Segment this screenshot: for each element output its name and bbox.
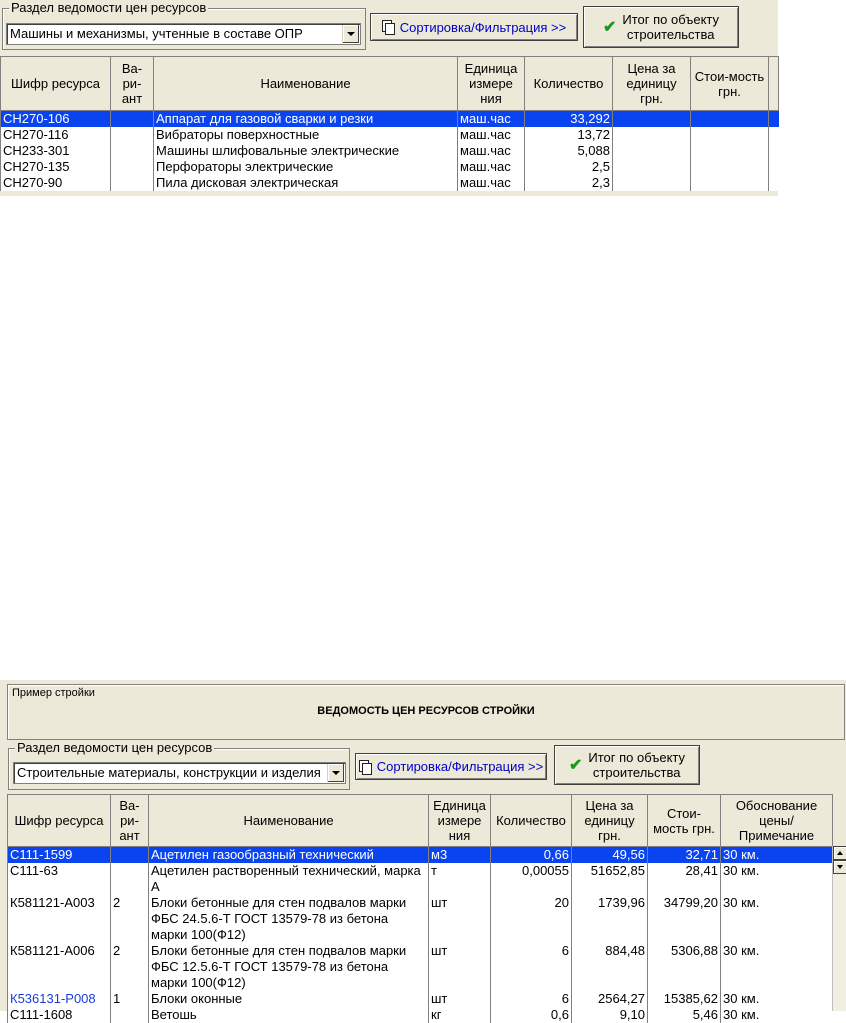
cell-price: 1739,96 bbox=[572, 895, 648, 943]
cell-code: СН270-90 bbox=[1, 175, 111, 191]
cell-price: 9,10 bbox=[572, 1007, 648, 1023]
cell-cost bbox=[691, 143, 769, 159]
combo-dropdown-button[interactable] bbox=[342, 25, 359, 43]
col-header-name[interactable]: Наименование bbox=[149, 795, 429, 847]
cell-qty: 2,5 bbox=[525, 159, 613, 175]
cell-price: 49,56 bbox=[572, 847, 648, 864]
cell-unit: т bbox=[429, 863, 491, 895]
cell-variant bbox=[111, 127, 154, 143]
cell-name: Вибраторы поверхностные bbox=[154, 127, 458, 143]
total-button[interactable] bbox=[583, 6, 739, 48]
total-button[interactable] bbox=[554, 745, 700, 785]
section-groupbox bbox=[8, 740, 350, 790]
sort-filter-label: Сортировка/Фильтрация >> bbox=[376, 759, 544, 774]
cell-price: 884,48 bbox=[572, 943, 648, 991]
table-row[interactable] bbox=[1, 111, 779, 128]
cell-price bbox=[613, 143, 691, 159]
chevron-down-icon bbox=[332, 771, 340, 775]
cell-code: К581121-А006 bbox=[8, 943, 111, 991]
cell-note: 30 км. bbox=[721, 1007, 833, 1023]
cell-cost bbox=[691, 159, 769, 175]
section-groupbox-title: Раздел ведомости цен ресурсов bbox=[17, 740, 213, 755]
col-header-cost[interactable]: Стои-мость грн. bbox=[691, 57, 769, 111]
col-header-empty bbox=[769, 57, 779, 111]
cell-note: 30 км. bbox=[721, 943, 833, 991]
cell-code: К581121-А003 bbox=[8, 895, 111, 943]
vertical-scrollbar[interactable] bbox=[832, 846, 846, 1011]
sort-filter-button[interactable] bbox=[355, 753, 547, 780]
cell-note: 30 км. bbox=[721, 895, 833, 943]
cell-qty: 13,72 bbox=[525, 127, 613, 143]
chevron-down-icon bbox=[347, 32, 355, 36]
cell-unit: кг bbox=[429, 1007, 491, 1023]
col-header-price[interactable]: Цена за единицу грн. bbox=[572, 795, 648, 847]
copy-docs-icon bbox=[359, 760, 371, 774]
cell-qty: 20 bbox=[491, 895, 572, 943]
table-row[interactable] bbox=[1, 175, 779, 191]
cell-code: С111-1599 bbox=[8, 847, 111, 864]
chevron-up-icon bbox=[837, 851, 843, 855]
cell-unit: маш.час bbox=[458, 111, 525, 128]
cell-variant: 2 bbox=[111, 943, 149, 991]
cell-cost: 28,41 bbox=[648, 863, 721, 895]
cell-cost bbox=[691, 111, 769, 128]
cell-name: Ацетилен газообразный технический bbox=[149, 847, 429, 864]
report-header bbox=[7, 684, 845, 740]
cell-qty: 33,292 bbox=[525, 111, 613, 128]
table-row[interactable] bbox=[1, 159, 779, 175]
cell-qty: 2,3 bbox=[525, 175, 613, 191]
report-title: ВЕДОМОСТЬ ЦЕН РЕСУРСОВ СТРОЙКИ bbox=[317, 705, 535, 717]
cell-cost: 32,71 bbox=[648, 847, 721, 864]
cell-unit: маш.час bbox=[458, 175, 525, 191]
col-header-unit[interactable]: Единица измере ния bbox=[429, 795, 491, 847]
table-row[interactable] bbox=[8, 847, 833, 864]
col-header-code[interactable]: Шифр ресурса bbox=[1, 57, 111, 111]
cell-cost: 15385,62 bbox=[648, 991, 721, 1007]
cell-variant bbox=[111, 159, 154, 175]
cell-cost: 34799,20 bbox=[648, 895, 721, 943]
cell-unit: маш.час bbox=[458, 143, 525, 159]
section-combo[interactable] bbox=[13, 762, 346, 784]
cell-name: Перфораторы электрические bbox=[154, 159, 458, 175]
cell-note: 30 км. bbox=[721, 991, 833, 1007]
cell-unit: шт bbox=[429, 895, 491, 943]
bottom-window bbox=[0, 680, 846, 1022]
col-header-variant[interactable]: Ва-ри-ант bbox=[111, 795, 149, 847]
section-groupbox-title: Раздел ведомости цен ресурсов bbox=[11, 0, 207, 15]
cell-qty: 6 bbox=[491, 943, 572, 991]
top-resource-table bbox=[0, 56, 779, 191]
checkmark-icon: ✔ bbox=[602, 18, 617, 36]
cell-variant bbox=[111, 863, 149, 895]
col-header-name[interactable]: Наименование bbox=[154, 57, 458, 111]
col-header-code[interactable]: Шифр ресурса bbox=[8, 795, 111, 847]
table-row[interactable] bbox=[8, 1007, 833, 1023]
col-header-variant[interactable]: Ва-ри-ант bbox=[111, 57, 154, 111]
cell-cost: 5306,88 bbox=[648, 943, 721, 991]
table-row[interactable] bbox=[1, 127, 779, 143]
checkmark-icon: ✔ bbox=[568, 756, 583, 774]
cell-price bbox=[613, 111, 691, 128]
col-header-qty[interactable]: Количество bbox=[491, 795, 572, 847]
total-button-label: Итог по объекту строительства bbox=[622, 12, 720, 42]
cell-price bbox=[613, 159, 691, 175]
col-header-qty[interactable]: Количество bbox=[525, 57, 613, 111]
cell-cost: 5,46 bbox=[648, 1007, 721, 1023]
top-window bbox=[0, 0, 778, 196]
cell-variant: 2 bbox=[111, 895, 149, 943]
cell-variant: 1 bbox=[111, 991, 149, 1007]
cell-unit: шт bbox=[429, 991, 491, 1007]
cell-qty: 0,6 bbox=[491, 1007, 572, 1023]
col-header-unit[interactable]: Единица измере ния bbox=[458, 57, 525, 111]
col-header-cost[interactable]: Стои-мость грн. bbox=[648, 795, 721, 847]
cell-name: Пила дисковая электрическая bbox=[154, 175, 458, 191]
cell-price: 51652,85 bbox=[572, 863, 648, 895]
cell-unit: маш.час bbox=[458, 127, 525, 143]
cell-name: Ацетилен растворенный технический, марка А bbox=[149, 863, 429, 895]
cell-unit: м3 bbox=[429, 847, 491, 864]
cell-qty: 5,088 bbox=[525, 143, 613, 159]
col-header-note[interactable]: Обоснование цены/ Примечание bbox=[721, 795, 833, 847]
section-groupbox bbox=[2, 0, 366, 50]
cell-cost bbox=[691, 127, 769, 143]
cell-cost bbox=[691, 175, 769, 191]
copy-docs-icon bbox=[382, 20, 394, 34]
table-row[interactable] bbox=[8, 991, 833, 1007]
scroll-down-button[interactable] bbox=[833, 860, 846, 874]
project-label: Пример стройки bbox=[12, 687, 95, 699]
cell-unit: шт bbox=[429, 943, 491, 991]
table-row[interactable] bbox=[1, 143, 779, 159]
section-combo-value: Машины и механизмы, учтенные в составе ОПР bbox=[10, 26, 303, 41]
cell-qty: 0,66 bbox=[491, 847, 572, 864]
bottom-resource-table bbox=[7, 794, 833, 1023]
cell-code: К536131-Р008 bbox=[8, 991, 111, 1007]
chevron-down-icon bbox=[837, 865, 843, 869]
cell-qty: 6 bbox=[491, 991, 572, 1007]
cell-variant bbox=[111, 111, 154, 128]
cell-name: Блоки бетонные для стен подвалов марки ФБС 24.5.6-Т ГОСТ 13579-78 из бетона марки 100(Ф12) bbox=[149, 895, 429, 943]
cell-name: Блоки бетонные для стен подвалов марки ФБС 12.5.6-Т ГОСТ 13579-78 из бетона марки 100(Ф12) bbox=[149, 943, 429, 991]
combo-dropdown-button[interactable] bbox=[327, 764, 344, 782]
cell-code: СН270-135 bbox=[1, 159, 111, 175]
cell-note: 30 км. bbox=[721, 863, 833, 895]
cell-variant bbox=[111, 1007, 149, 1023]
cell-variant bbox=[111, 847, 149, 864]
cell-code: С111-1608 bbox=[8, 1007, 111, 1023]
cell-variant bbox=[111, 175, 154, 191]
cell-note: 30 км. bbox=[721, 847, 833, 864]
cell-name: Ветошь bbox=[149, 1007, 429, 1023]
col-header-price[interactable]: Цена за единицу грн. bbox=[613, 57, 691, 111]
cell-code: СН233-301 bbox=[1, 143, 111, 159]
cell-code: С111-63 bbox=[8, 863, 111, 895]
cell-price bbox=[613, 175, 691, 191]
table-row[interactable] bbox=[8, 863, 833, 895]
total-button-label: Итог по объекту строительства bbox=[588, 750, 686, 780]
section-combo-value: Строительные материалы, конструкции и изделия bbox=[17, 765, 321, 780]
cell-price: 2564,27 bbox=[572, 991, 648, 1007]
sort-filter-label: Сортировка/Фильтрация >> bbox=[399, 19, 567, 35]
cell-qty: 0,00055 bbox=[491, 863, 572, 895]
section-combo[interactable] bbox=[6, 23, 361, 45]
cell-code: СН270-106 bbox=[1, 111, 111, 128]
cell-name: Блоки оконные bbox=[149, 991, 429, 1007]
cell-price bbox=[613, 127, 691, 143]
cell-name: Аппарат для газовой сварки и резки bbox=[154, 111, 458, 128]
scroll-up-button[interactable] bbox=[833, 846, 846, 860]
cell-variant bbox=[111, 143, 154, 159]
cell-code: СН270-116 bbox=[1, 127, 111, 143]
cell-name: Машины шлифовальные электрические bbox=[154, 143, 458, 159]
table-row[interactable] bbox=[8, 895, 833, 943]
sort-filter-button[interactable] bbox=[370, 13, 578, 41]
cell-unit: маш.час bbox=[458, 159, 525, 175]
table-row[interactable] bbox=[8, 943, 833, 991]
